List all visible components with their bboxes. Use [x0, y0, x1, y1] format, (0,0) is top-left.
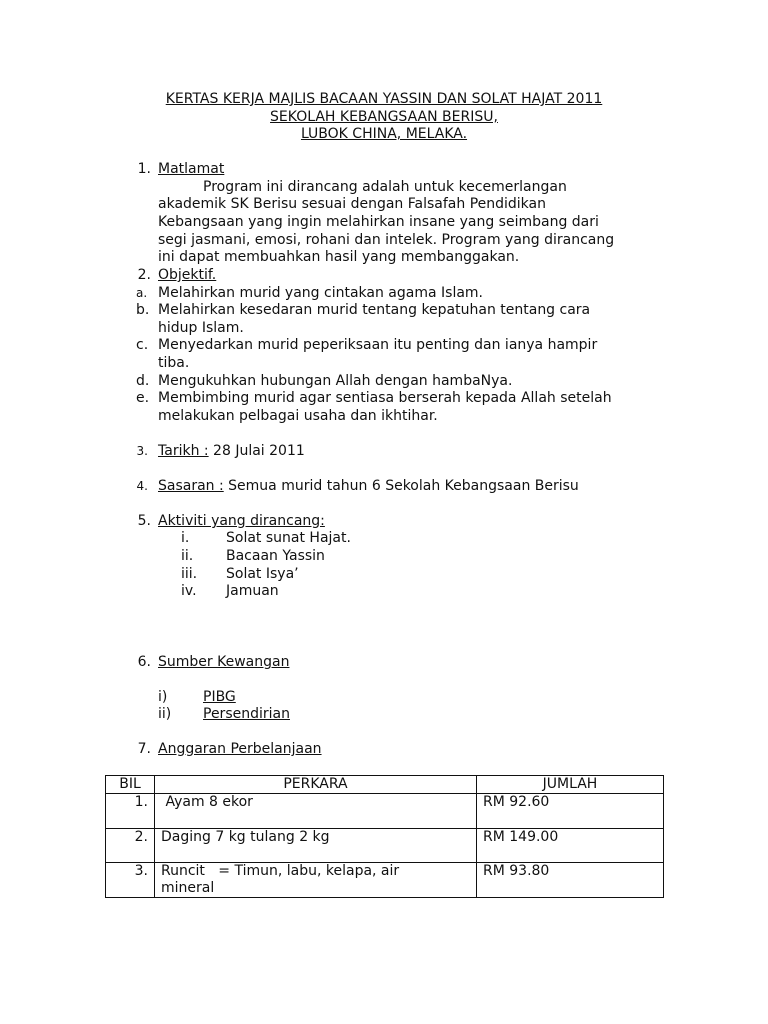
section-1-line: Program ini dirancang adalah untuk kecemerlangan [203, 179, 567, 195]
objective-text: Melahirkan kesedaran murid tentang kepatuhan tentang cara [158, 302, 591, 318]
table-row [106, 829, 664, 863]
objective-text: hidup Islam. [158, 320, 244, 336]
section-7-number: 7. [137, 741, 151, 757]
section-5-heading: Aktiviti yang dirancang: [158, 513, 325, 529]
cell-perkara: Daging 7 kg tulang 2 kg [155, 829, 477, 863]
section-1-line: segi jasmani, emosi, rohani dan intelek. Program yang dirancang [158, 232, 615, 248]
activity-roman: iii. [181, 566, 198, 582]
column-header-perkara: PERKARA [155, 776, 477, 794]
cell-bil: 1. [106, 794, 155, 829]
doc-title-line-3: LUBOK CHINA, MELAKA. [300, 126, 468, 142]
budget-table [105, 775, 664, 898]
cell-jumlah: RM 92.60 [477, 794, 664, 829]
funding-roman: ii) [158, 706, 172, 722]
column-header-jumlah: JUMLAH [477, 776, 664, 794]
section-5-number: 5. [137, 513, 151, 529]
section-6-number: 6. [137, 654, 151, 670]
objective-text: Menyedarkan murid peperiksaan itu penting dan ianya hampir [158, 337, 598, 353]
objective-letter: d. [136, 373, 150, 389]
section-1-number: 1. [137, 161, 151, 177]
cell-perkara [155, 863, 477, 898]
doc-title-line-1: KERTAS KERJA MAJLIS BACAAN YASSIN DAN SOLAT HAJAT 2011 [165, 91, 603, 107]
section-4-number: 4. [136, 479, 148, 493]
objective-text: Mengukuhkan hubungan Allah dengan hambaNya. [158, 373, 513, 389]
objective-letter: a. [136, 286, 148, 300]
table-row [106, 863, 664, 898]
section-2-number: 2. [137, 267, 151, 283]
section-3-heading: Tarikh : [158, 443, 209, 459]
activity-roman: iv. [181, 583, 197, 599]
funding-text: Persendirian [203, 706, 290, 722]
activity-text: Solat sunat Hajat. [226, 530, 351, 546]
funding-text: PIBG [203, 689, 236, 705]
section-3-line [158, 443, 305, 460]
cell-jumlah: RM 149.00 [477, 829, 664, 863]
funding-roman: i) [158, 689, 168, 705]
section-1-line: akademik SK Berisu sesuai dengan Falsafah Pendidikan [158, 196, 546, 212]
activity-roman: i. [181, 530, 190, 546]
section-3-number: 3. [136, 444, 148, 458]
objective-letter: c. [136, 337, 149, 353]
column-header-bil: BIL [106, 776, 155, 794]
section-2-heading: Objektif. [158, 267, 217, 283]
cell-perkara-line: Runcit = Timun, labu, kelapa, air [161, 863, 400, 879]
section-1-heading: Matlamat [158, 161, 225, 177]
section-7-heading: Anggaran Perbelanjaan [158, 741, 322, 757]
activity-text: Jamuan [226, 583, 279, 599]
section-1-line: Kebangsaan yang ingin melahirkan insane yang seimbang dari [158, 214, 599, 230]
objective-text: melakukan pelbagai usaha dan ikhtihar. [158, 408, 438, 424]
section-4-heading: Sasaran : [158, 478, 224, 494]
objective-letter: b. [136, 302, 150, 318]
section-4-line [158, 478, 579, 495]
cell-perkara-line: mineral [161, 880, 215, 896]
section-4-value: Semua murid tahun 6 Sekolah Kebangsaan Berisu [223, 478, 579, 494]
cell-bil: 3. [106, 863, 155, 898]
doc-title-line-2: SEKOLAH KEBANGSAAN BERISU, [270, 109, 498, 125]
cell-jumlah: RM 93.80 [477, 863, 664, 898]
objective-text: Melahirkan murid yang cintakan agama Islam. [158, 285, 483, 301]
activity-roman: ii. [181, 548, 194, 564]
table-header-row [106, 776, 664, 794]
activity-text: Solat Isya’ [226, 566, 299, 582]
table-row [106, 794, 664, 829]
objective-text: tiba. [158, 355, 190, 371]
cell-perkara: Ayam 8 ekor [155, 794, 477, 829]
cell-bil: 2. [106, 829, 155, 863]
section-6-heading: Sumber Kewangan [158, 654, 290, 670]
section-1-line: ini dapat membuahkan hasil yang membanggakan. [158, 249, 520, 265]
objective-letter: e. [136, 390, 150, 406]
section-3-value: 28 Julai 2011 [208, 443, 305, 459]
activity-text: Bacaan Yassin [226, 548, 325, 564]
objective-text: Membimbing murid agar sentiasa berserah kepada Allah setelah [158, 390, 612, 406]
